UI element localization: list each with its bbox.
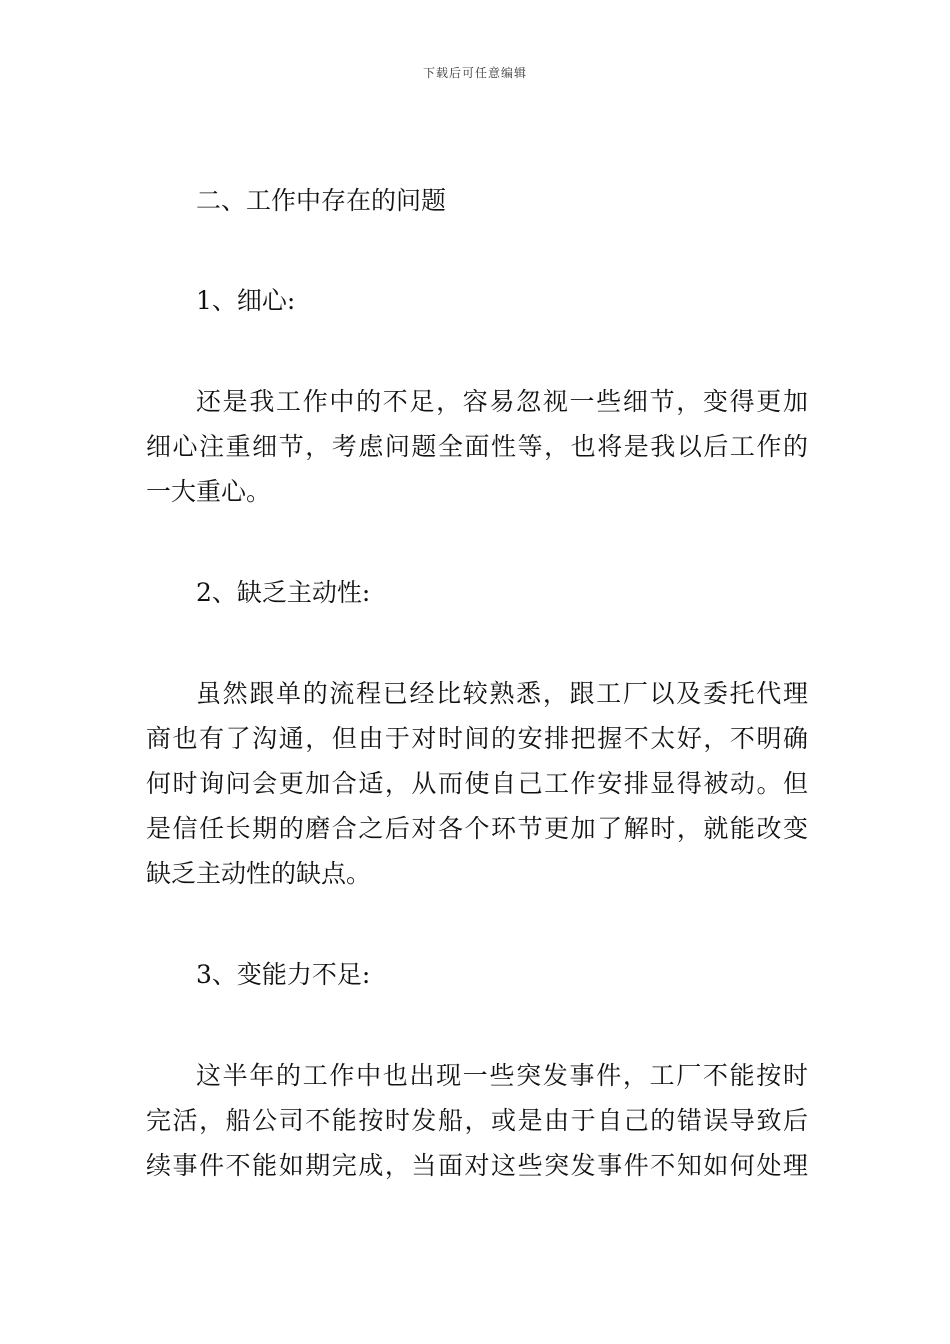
item3-heading: 3、变能力不足: [196,960,371,989]
page-header-note: 下载后可任意编辑 [422,66,527,80]
item3-paragraph-line: 续事件不能如期完成，当面对这些突发事件不知如何处理 [146,1151,808,1180]
section-title: 二、工作中存在的问题 [196,186,447,215]
item2-paragraph-line: 何时询问会更加合适，从而使自己工作安排显得被动。但 [146,769,808,798]
document-body [146,178,808,1188]
item3-paragraph-line: 这半年的工作中也出现一些突发事件，工厂不能按时 [196,1061,808,1090]
item2-paragraph-line: 商也有了沟通，但由于对时间的安排把握不太好，不明确 [146,724,808,753]
item1-paragraph-line: 还是我工作中的不足，容易忽视一些细节，变得更加 [196,387,808,416]
item1-paragraph-line: 一大重心。 [146,477,272,506]
item1-paragraph-line: 细心注重细节，考虑问题全面性等，也将是我以后工作的 [146,432,808,461]
item3-paragraph-line: 完活，船公司不能按时发船，或是由于自己的错误导致后 [146,1106,808,1135]
item2-paragraph-line: 缺乏主动性的缺点。 [146,859,372,888]
item2-paragraph-line: 虽然跟单的流程已经比较熟悉，跟工厂以及委托代理 [196,679,808,708]
item2-paragraph-line: 是信任长期的磨合之后对各个环节更加了解时，就能改变 [146,814,808,843]
item1-heading: 1、细心: [196,286,296,315]
item2-heading: 2、缺乏主动性: [196,578,371,607]
